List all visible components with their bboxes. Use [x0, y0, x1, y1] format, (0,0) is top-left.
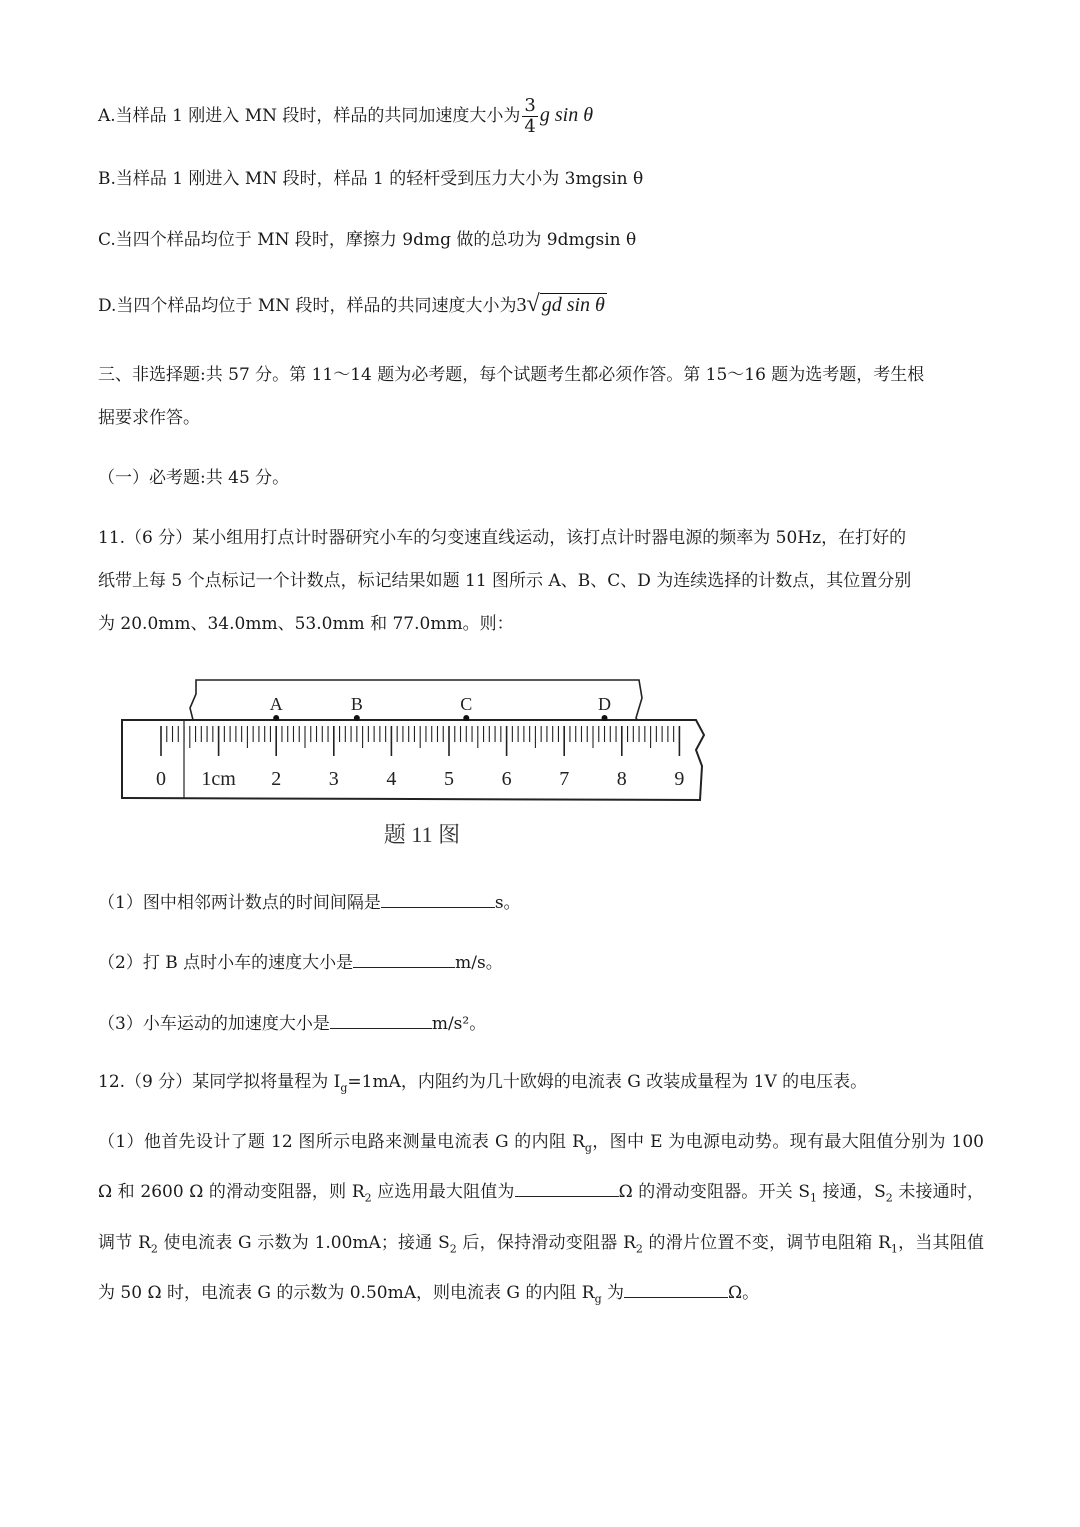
- subscript: g: [594, 1292, 602, 1306]
- ruler-label: 2: [271, 768, 282, 790]
- q12-text: 的滑片位置不变，调节电阻箱 R: [642, 1232, 891, 1253]
- answer-blank-2[interactable]: [353, 949, 455, 968]
- q12-text: 应选用最大阻值为: [371, 1182, 515, 1203]
- subscript: 1: [810, 1191, 818, 1205]
- answer-blank-1[interactable]: [381, 889, 495, 908]
- ruler-label: 3: [328, 768, 339, 790]
- ruler-label: 1cm: [201, 768, 236, 790]
- tape-point: [273, 715, 279, 721]
- q12-intro-tail: =1mA，内阻约为几十欧姆的电流表 G 改装成量程为 1V 的电压表。: [347, 1072, 868, 1092]
- q11-sub1-unit: s。: [494, 893, 521, 913]
- tape-point-label: D: [598, 694, 612, 714]
- ruler-label: 7: [559, 768, 570, 790]
- fraction: [522, 96, 537, 137]
- q12-intro: [98, 1070, 984, 1100]
- tape-point-label: B: [350, 694, 363, 714]
- tape-point: [354, 715, 360, 721]
- q11-line2: 纸带上每 5 个点标记一个计数点，标记结果如题 11 图所示 A、B、C、D 为连续选择的计数点，其位置分别: [98, 571, 912, 591]
- option-d-radicand: gd sin θ: [541, 294, 605, 316]
- section3-line1: 三、非选择题:共 57 分。第 11～14 题为必考题，每个试题考生都必须作答。第 15～16 题为选考题，考生根: [98, 365, 925, 385]
- subscript: 2: [364, 1191, 372, 1205]
- q12-text: ，当其阻值为 50 Ω 时，电流表 G 的示数为 0.50mA，则电流表 G 的内阻 R: [98, 1232, 985, 1304]
- option-a-text: A.当样品 1 刚进入 MN 段时，样品的共同加速度大小为: [98, 106, 521, 126]
- paper-tape: [190, 680, 642, 724]
- subscript: 2: [885, 1191, 893, 1205]
- option-d-coefficient: 3: [516, 294, 527, 316]
- q12-intro-text: 12.（9 分）某同学拟将量程为 I: [98, 1072, 341, 1092]
- subscript: 2: [449, 1242, 457, 1256]
- ruler-label: 8: [616, 768, 627, 790]
- sqrt-sign-icon: √: [526, 291, 540, 317]
- fraction-denominator: 4: [524, 116, 536, 137]
- q11-sub2: [98, 949, 984, 975]
- subscript: g: [340, 1081, 348, 1095]
- option-b: B.当样品 1 刚进入 MN 段时，样品 1 的轻杆受到压力大小为 3mgsin θ: [98, 169, 644, 189]
- q12-text: Ω。: [728, 1283, 760, 1304]
- subscript: g: [584, 1141, 592, 1155]
- fraction-numerator: 3: [524, 95, 536, 116]
- q12-text: （1）他首先设计了题 12 图所示电路来测量电流表 G 的内阻 R: [98, 1132, 585, 1152]
- ruler-label: 0: [156, 768, 166, 790]
- q11-sub1: [98, 889, 984, 915]
- option-d-text: D.当四个样品均位于 MN 段时，样品的共同速度大小为: [98, 296, 517, 316]
- subscript: 1: [890, 1242, 898, 1256]
- option-a: [98, 96, 984, 137]
- tape-point: [602, 715, 608, 721]
- subscript: 2: [150, 1242, 158, 1256]
- tape-point-label: C: [460, 694, 473, 714]
- option-d: [98, 292, 984, 318]
- section3-line2: 据要求作答。: [98, 408, 200, 428]
- tape-point-label: A: [269, 694, 283, 714]
- q12-text: 接通，S: [817, 1182, 886, 1203]
- answer-blank-5[interactable]: [624, 1279, 728, 1298]
- answer-blank-4[interactable]: [515, 1178, 619, 1197]
- q12-text: 后，保持滑动变阻器 R: [456, 1232, 636, 1253]
- figure-11-ruler: [104, 670, 714, 850]
- q12-text: ，图中 E 为电源电动势。现有最大阻值分别为 100 Ω 和 2600 Ω 的滑动变阻器，则 R: [98, 1132, 984, 1203]
- figure-11-caption: 题 11 图: [383, 822, 461, 847]
- q11-sub1-text: （1）图中相邻两计数点的时间间隔是: [98, 893, 381, 913]
- q11-sub2-text: （2）打 B 点时小车的速度大小是: [98, 953, 354, 973]
- required-heading: （一）必考题:共 45 分。: [98, 468, 290, 488]
- q11-sub3-text: （3）小车运动的加速度大小是: [98, 1014, 330, 1034]
- option-a-formula: g sin θ: [539, 104, 594, 126]
- q12-text: 使电流表 G 示数为 1.00mA；接通 S: [157, 1232, 450, 1253]
- option-c: C.当四个样品均位于 MN 段时，摩擦力 9dmg 做的总功为 9dmgsin θ: [98, 230, 637, 250]
- q12-text: 为: [601, 1283, 625, 1304]
- q12-part1: [98, 1120, 984, 1322]
- answer-blank-3[interactable]: [330, 1010, 432, 1029]
- ruler-label: 6: [501, 768, 512, 790]
- q11-sub3-unit: m/s²。: [431, 1014, 487, 1034]
- subscript: 2: [635, 1242, 643, 1256]
- q11-sub3: [98, 1010, 984, 1036]
- q11-sub2-unit: m/s。: [455, 953, 503, 973]
- ruler-label: 9: [674, 768, 685, 790]
- tape-point: [463, 715, 469, 721]
- q12-text: 未接通时，调节 R: [98, 1182, 985, 1253]
- q11-line1: 11.（6 分）某小组用打点计时器研究小车的匀变速直线运动，该打点计时器电源的频率为 50Hz，在打好的: [98, 528, 907, 548]
- ruler-label: 5: [444, 768, 454, 790]
- q11-line3: 为 20.0mm、34.0mm、53.0mm 和 77.0mm。则：: [98, 614, 514, 634]
- ruler-label: 4: [386, 768, 397, 790]
- q12-text: Ω 的滑动变阻器。开关 S: [618, 1182, 811, 1203]
